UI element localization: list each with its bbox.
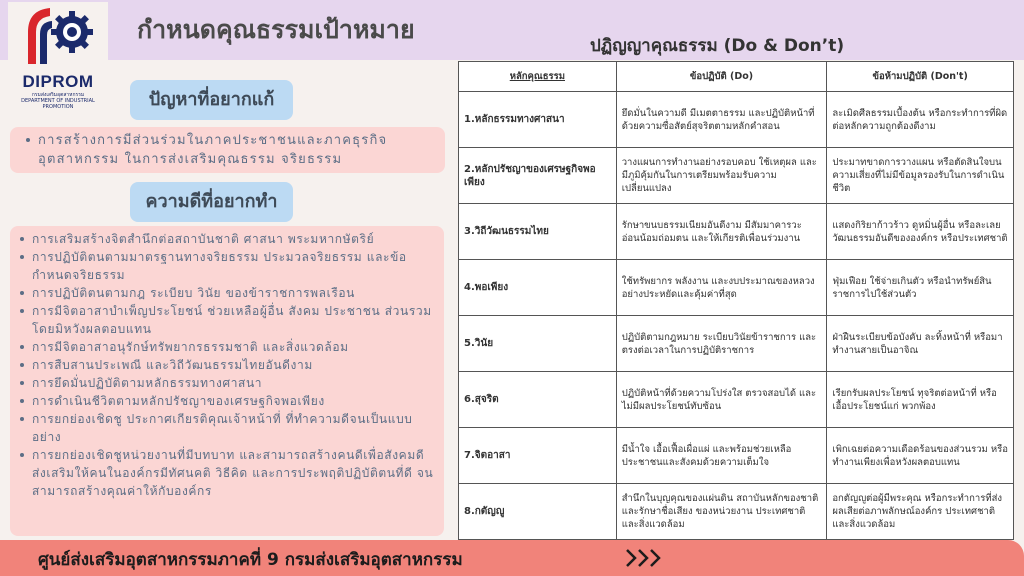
do-cell: สำนึกในบุญคุณของแผ่นดิน สถาบันหลักของชาติ และรักษาชื่อเสียง ของหน่วยงาน ประเทศชาติ และสิ่งแวดล้อม [616, 484, 827, 540]
problem-box [10, 127, 445, 173]
principle-cell: 6.สุจริต [459, 372, 617, 428]
principle-cell: 3.วิถีวัฒนธรรมไทย [459, 204, 617, 260]
do-cell: มีน้ำใจ เอื้อเฟื้อเผื่อแผ่ และพร้อมช่วยเหลือประชาชนและสังคมด้วยความเต็มใจ [616, 428, 827, 484]
principle-cell: 8.กตัญญู [459, 484, 617, 540]
goodness-item-text: การมีจิตอาสาบำเพ็ญประโยชน์ ช่วยเหลือผู้อื่น สังคม ประชาชน ส่วนรวม โดยมิหวังผลตอบแทน [32, 304, 432, 336]
do-cell: ปฏิบัติหน้าที่ด้วยความโปร่งใส ตรวจสอบได้ และไม่มีผลประโยชน์ทับซ้อน [616, 372, 827, 428]
logo-subtitle-en: DEPARTMENT OF INDUSTRIAL PROMOTION [21, 98, 95, 110]
do-dont-title: ปฏิญญาคุณธรรม (Do & Don’t) [590, 36, 845, 56]
list-item [18, 284, 436, 302]
principle-cell: 7.จิตอาสา [459, 428, 617, 484]
page-title: กำหนดคุณธรรมเป้าหมาย [137, 15, 415, 44]
chevrons-right-icon [624, 547, 664, 569]
diprom-logo-icon [16, 2, 100, 72]
principle-cell: 5.วินัย [459, 316, 617, 372]
table-row [459, 92, 1014, 148]
principle-cell: 1.หลักธรรมทางศาสนา [459, 92, 617, 148]
header-do: ข้อปฏิบัติ (Do) [616, 62, 827, 92]
do-cell: ปฏิบัติตามกฎหมาย ระเบียบวินัยข้าราชการ และตรงต่อเวลาในการปฏิบัติราชการ [616, 316, 827, 372]
list-item [18, 338, 436, 356]
table-row [459, 428, 1014, 484]
dont-cell: ฟุ่มเฟือย ใช้จ่ายเกินตัว หรือนำทรัพย์สินราชการไปใช้ส่วนตัว [827, 260, 1014, 316]
dont-cell: แสดงกิริยาก้าวร้าว ดูหมิ่นผู้อื่น หรือละเลยวัฒนธรรมอันดีขององค์กร หรือประเทศชาติ [827, 204, 1014, 260]
dont-cell: ฝ่าฝืนระเบียบข้อบังคับ ละทิ้งหน้าที่ หรือมาทำงานสายเป็นอาจิณ [827, 316, 1014, 372]
list-item [18, 410, 436, 446]
list-item [18, 374, 436, 392]
goodness-item-text: การปฏิบัติตนตามกฎ ระเบียบ วินัย ของข้าราชการพลเรือน [32, 286, 355, 300]
table-row [459, 260, 1014, 316]
goodness-item-text: การยกย่องเชิดชู ประกาศเกียรติคุณเจ้าหน้าที่ ที่ทำความดีจนเป็นแบบอย่าง [32, 412, 413, 444]
table-row [459, 372, 1014, 428]
do-cell: วางแผนการทำงานอย่างรอบคอบ ใช้เหตุผล และมีภูมิคุ้มกันในการเตรียมพร้อมรับความเปลี่ยนแปลง [616, 148, 827, 204]
dont-cell: ละเมิดศีลธรรมเบื้องต้น หรือกระทำการที่ผิดต่อหลักความถูกต้องดีงาม [827, 92, 1014, 148]
principle-cell: 4.พอเพียง [459, 260, 617, 316]
header-principle: หลักคุณธรรม [459, 62, 617, 92]
goodness-heading: ความดีที่อยากทำ [130, 182, 293, 222]
table-row [459, 148, 1014, 204]
table-row [459, 484, 1014, 540]
principle-cell: 2.หลักปรัชญาของเศรษฐกิจพอเพียง [459, 148, 617, 204]
problem-item-text: การสร้างการมีส่วนร่วมในภาคประชาชนและภาคธุรกิจอุตสาหกรรม ในการส่งเสริมคุณธรรม จริยธรรม [38, 133, 388, 167]
list-item [18, 248, 436, 284]
problem-heading: ปัญหาที่อยากแก้ [130, 80, 293, 120]
goodness-item-text: การดำเนินชีวิตตามหลักปรัชญาของเศรษฐกิจพอเพียง [32, 394, 325, 408]
logo-name: DIPROM [22, 72, 94, 91]
diprom-logo [8, 2, 108, 108]
table-row [459, 204, 1014, 260]
goodness-item-text: การยึดมั่นปฏิบัติตามหลักธรรมทางศาสนา [32, 376, 263, 390]
table-row [459, 316, 1014, 372]
goodness-box [10, 226, 444, 536]
do-cell: รักษาขนบธรรมเนียมอันดีงาม มีสัมมาคารวะ อ่อนน้อมถ่อมตน และให้เกียรติเพื่อนร่วมงาน [616, 204, 827, 260]
list-item [18, 302, 436, 338]
footer-banner [0, 540, 1024, 576]
list-item [18, 446, 436, 500]
dont-cell: อกตัญญูต่อผู้มีพระคุณ หรือกระทำการที่ส่งผลเสียต่อภาพลักษณ์องค์กร ประเทศชาติ และสิ่งแวดล้อม [827, 484, 1014, 540]
footer-text: ศูนย์ส่งเสริมอุตสาหกรรมภาคที่ 9 กรมส่งเสริมอุตสาหกรรม [38, 550, 463, 570]
list-item [18, 392, 436, 410]
do-dont-table [458, 61, 1014, 540]
goodness-item-text: การเสริมสร้างจิตสำนึกต่อสถาบันชาติ ศาสนา พระมหากษัตริย์ [32, 232, 375, 246]
dont-cell: ประมาทขาดการวางแผน หรือตัดสินใจบนความเสี่ยงที่ไม่มีข้อมูลรองรับในการดำเนินชีวิต [827, 148, 1014, 204]
dont-cell: เรียกรับผลประโยชน์ ทุจริตต่อหน้าที่ หรือเอื้อประโยชน์แก่ พวกพ้อง [827, 372, 1014, 428]
list-item [18, 356, 436, 374]
goodness-item-text: การปฏิบัติตนตามมาตรฐานทางจริยธรรม ประมวลจริยธรรม และข้อกำหนดจริยธรรม [32, 250, 407, 282]
goodness-item-text: การยกย่องเชิดชูหน่วยงานที่มีบทบาท และสามารถสร้างคนดีเพื่อสังคมดี ส่งเสริมให้คนในองค์กรมีทัศนคติ วิธีคิด และการประพฤติปฏิบัติตนที่ดี จนสามารถสร้างคุณค่าให้กับองค์กร [32, 448, 434, 498]
logo-subtitle-th: กรมส่งเสริมอุตสาหกรรม [31, 92, 85, 98]
goodness-item-text: การสืบสานประเพณี และวิถีวัฒนธรรมไทยอันดีงาม [32, 358, 313, 372]
list-item [24, 131, 437, 169]
dont-cell: เพิกเฉยต่อความเดือดร้อนของส่วนรวม หรือทำงานเพียงเพื่อหวังผลตอบแทน [827, 428, 1014, 484]
table-header-row [459, 62, 1014, 92]
do-cell: ใช้ทรัพยากร พลังงาน และงบประมาณของหลวงอย่างประหยัดและคุ้มค่าที่สุด [616, 260, 827, 316]
do-cell: ยึดมั่นในความดี มีเมตตาธรรม และปฏิบัติหน้าที่ด้วยความซื่อสัตย์สุจริตตามหลักคำสอน [616, 92, 827, 148]
header-dont: ข้อห้ามปฏิบัติ (Don't) [827, 62, 1014, 92]
list-item [18, 230, 436, 248]
goodness-item-text: การมีจิตอาสาอนุรักษ์ทรัพยากรธรรมชาติ และสิ่งแวดล้อม [32, 340, 349, 354]
